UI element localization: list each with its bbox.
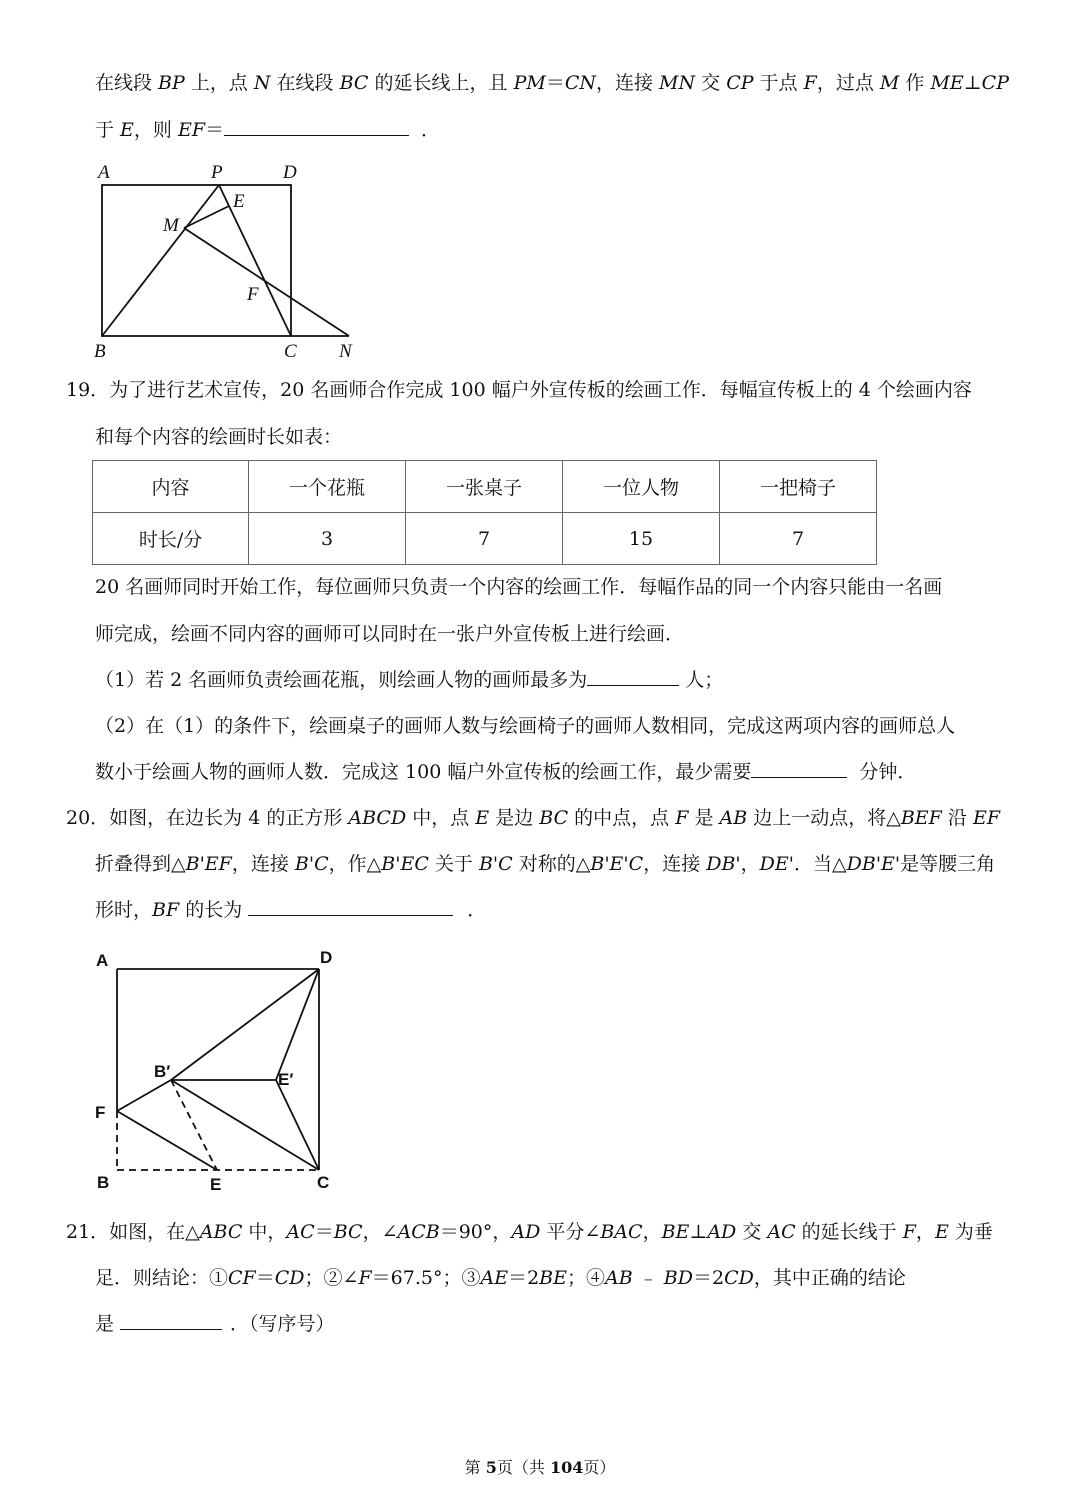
q20-label-bp: B′ (154, 1062, 171, 1081)
q19-part-2-line-1: （2）在（1）的条件下，绘画桌子的画师人数与绘画椅子的画师人数相同，完成这两项内容的画师总人 (95, 715, 956, 737)
q18-label-a: A (98, 162, 110, 183)
q20-line-dbp (171, 969, 319, 1080)
table-cell: 7 (406, 513, 563, 565)
table-cell: 一张桌子 (406, 461, 563, 513)
q20-line-epc (276, 1080, 319, 1170)
page-footer: 第 5页（共 104页） (464, 1458, 616, 1477)
q19-part1-answer-blank[interactable] (587, 667, 679, 686)
q20-line-2: 折叠得到△B'EF，连接 B'C，作△B'EC 关于 B'C 对称的△B'E'C，连接 DB'，DE'．当△DB'E'是等腰三角 (95, 853, 996, 875)
q21-line-3: 是 ．（写序号） (95, 1313, 335, 1335)
table-row (93, 461, 877, 513)
table-cell: 7 (719, 513, 876, 565)
q20-line-bpc (171, 1080, 319, 1170)
q20-dashed-bpe (171, 1080, 217, 1170)
q21-line-1: 21．如图，在△ABC 中，AC＝BC，∠ACB＝90°，AD 平分∠BAC，BE⊥AD 交 AC 的延长线于 F，E 为垂 (66, 1221, 993, 1243)
table-cell: 一位人物 (562, 461, 719, 513)
table-cell: 15 (562, 513, 719, 565)
q18-line-bp (102, 185, 219, 336)
q20-line-3: 形时，BF 的长为 ． (95, 899, 487, 921)
q18-line-1: 在线段 BP 上，点 N 在线段 BC 的延长线上，且 PM＝CN，连接 MN 交 CP 于点 F，过点 M 作 ME⊥CP (95, 72, 1009, 94)
q19-part-1: （1）若 2 名画师负责绘画花瓶，则绘画人物的画师最多为 人； (95, 669, 724, 691)
q18-label-e: E (233, 191, 245, 212)
q20-label-f: F (95, 1103, 106, 1122)
q20-label-e: E (210, 1175, 222, 1194)
q19-line-2: 和每个内容的绘画时长如表： (95, 426, 343, 448)
q18-label-n: N (339, 341, 352, 362)
q20-label-b: B (97, 1173, 110, 1192)
q18-label-m: M (163, 215, 179, 236)
q20-line-1: 20．如图，在边长为 4 的正方形 ABCD 中，点 E 是边 BC 的中点，点 F 是 AB 边上一动点，将△BEF 沿 EF (66, 807, 1001, 829)
q20-label-ep: E′ (278, 1070, 294, 1089)
table-cell: 内容 (93, 461, 249, 513)
q18-line-2: 于 E，则 EF＝ ． (95, 119, 441, 141)
q19-line-3: 20 名画师同时开始工作，每位画师只负责一个内容的绘画工作．每幅作品的同一个内容只能由一名画 (95, 576, 943, 598)
q20-label-a: A (96, 951, 109, 970)
table-cell: 3 (249, 513, 406, 565)
q18-label-f: F (247, 284, 259, 305)
q20-label-d: D (320, 948, 333, 967)
q19-line-4: 师完成，绘画不同内容的画师可以同时在一张户外宣传板上进行绘画． (95, 623, 685, 645)
q20-line-dep (276, 969, 319, 1080)
q20-label-c: C (317, 1173, 330, 1192)
q18-label-c: C (284, 341, 297, 362)
q20-answer-blank[interactable] (248, 897, 453, 916)
q20-line-fbp (117, 1080, 171, 1111)
q19-part-2-line-2: 数小于绘画人物的画师人数．完成这 100 幅户外宣传板的绘画工作，最少需要 分钟． (95, 761, 917, 783)
table-row (93, 513, 877, 565)
table-cell: 一把椅子 (719, 461, 876, 513)
q18-line-mn (184, 228, 349, 336)
q21-line-2: 足．则结论：①CF＝CD；②∠F＝67.5°；③AE＝2BE；④AB ﹣ BD＝2CD，其中正确的结论 (95, 1267, 906, 1289)
q19-part2-answer-blank[interactable] (751, 759, 847, 778)
q18-answer-blank[interactable] (224, 117, 409, 136)
q18-label-b: B (94, 341, 106, 362)
q20-line-fe (117, 1111, 217, 1170)
q19-line-1: 19．为了进行艺术宣传，20 名画师合作完成 100 幅户外宣传板的绘画工作．每幅宣传板上的 4 个绘画内容 (66, 379, 972, 401)
q21-answer-blank[interactable] (120, 1311, 222, 1330)
q18-line-me (184, 206, 229, 228)
q18-line-pc (219, 185, 291, 336)
q18-label-p: P (211, 162, 223, 183)
q18-label-d: D (283, 162, 297, 183)
table-cell: 时长/分 (93, 513, 249, 565)
table-cell: 一个花瓶 (249, 461, 406, 513)
q19-table (92, 460, 877, 565)
q18-rectangle-abcd (102, 185, 291, 336)
